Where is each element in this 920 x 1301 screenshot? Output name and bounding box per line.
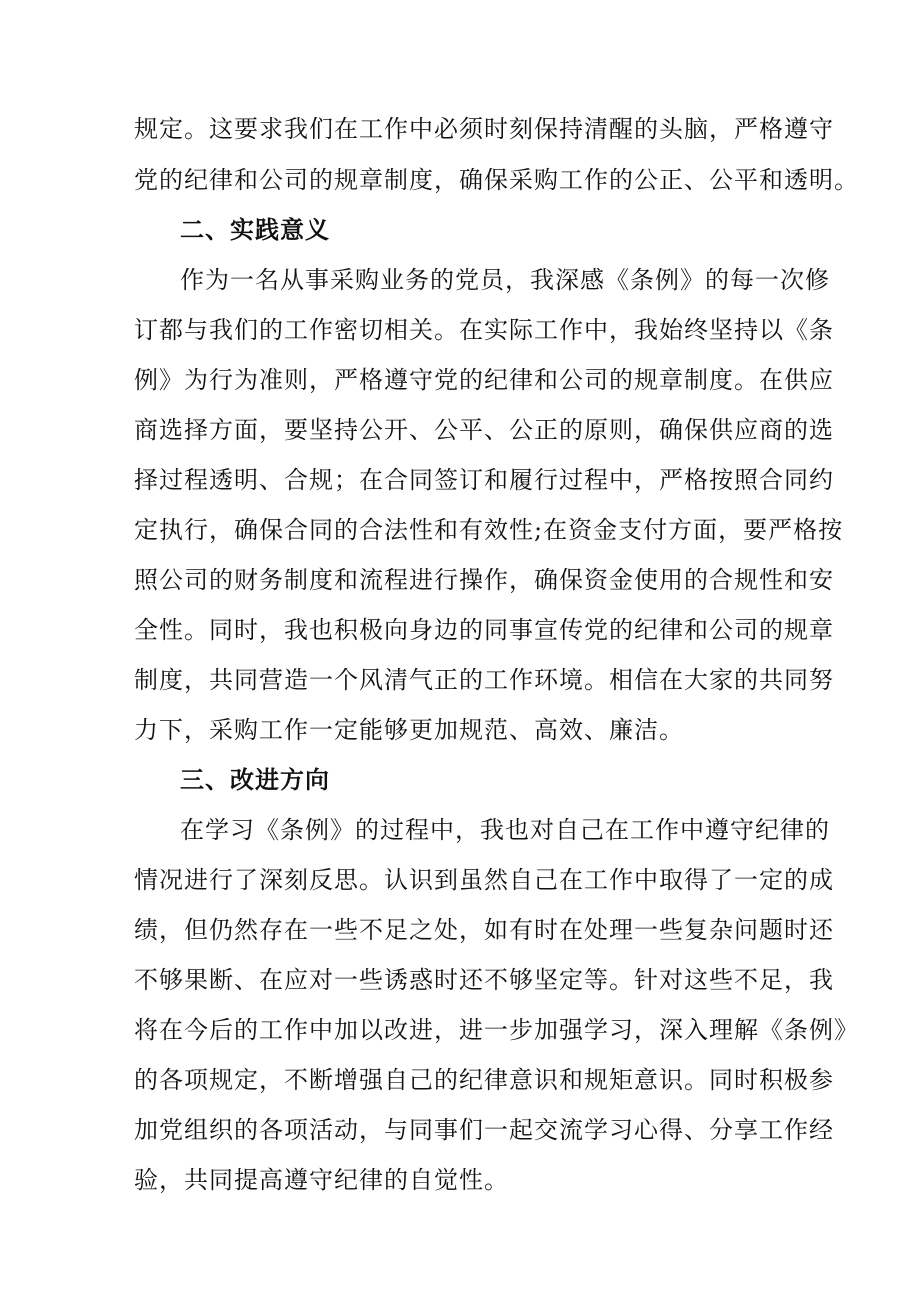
paragraph-line: 情况进行了深刻反思。认识到虽然自己在工作中取得了一定的成 [134,866,834,894]
paragraph-line: 加党组织的各项活动，与同事们一起交流学习心得、分享工作经 [134,1116,834,1144]
paragraph-line: 验，共同提高遵守纪律的自觉性。 [134,1166,509,1194]
intro-line: 规定。这要求我们在工作中必须时刻保持清醒的头脑，严格遵守 [134,115,834,143]
section-heading-practical-significance: 二、实践意义 [180,216,330,244]
intro-line: 党的纪律和公司的规章制度，确保采购工作的公正、公平和透明。 [134,166,859,194]
paragraph-line: 定执行，确保合同的合法性和有效性;在资金支付方面，要严格按 [134,516,844,544]
paragraph-line: 照公司的财务制度和流程进行操作，确保资金使用的合规性和安 [134,566,834,594]
paragraph-line: 作为一名从事采购业务的党员，我深感《条例》的每一次修 [180,266,830,294]
paragraph-line: 的各项规定，不断增强自己的纪律意识和规矩意识。同时积极参 [134,1066,834,1094]
paragraph-line: 将在今后的工作中加以改进，进一步加强学习，深入理解《条例》 [134,1016,859,1044]
paragraph-line: 制度，共同营造一个风清气正的工作环境。相信在大家的共同努 [134,666,834,694]
paragraph-line: 例》为行为准则，严格遵守党的纪律和公司的规章制度。在供应 [134,366,834,394]
paragraph-line: 择过程透明、合规；在合同签订和履行过程中，严格按照合同约 [134,466,834,494]
paragraph-line: 全性。同时，我也积极向身边的同事宣传党的纪律和公司的规章 [134,616,834,644]
paragraph-line: 在学习《条例》的过程中，我也对自己在工作中遵守纪律的 [180,816,830,844]
paragraph-line: 不够果断、在应对一些诱惑时还不够坚定等。针对这些不足，我 [134,966,834,994]
paragraph-line: 力下，采购工作一定能够更加规范、高效、廉洁。 [134,716,684,744]
section-heading-improvement-direction: 三、改进方向 [180,766,330,794]
paragraph-line: 商选择方面，要坚持公开、公平、公正的原则，确保供应商的选 [134,416,834,444]
paragraph-line: 绩，但仍然存在一些不足之处，如有时在处理一些复杂问题时还 [134,916,834,944]
paragraph-line: 订都与我们的工作密切相关。在实际工作中，我始终坚持以《条 [134,316,834,344]
